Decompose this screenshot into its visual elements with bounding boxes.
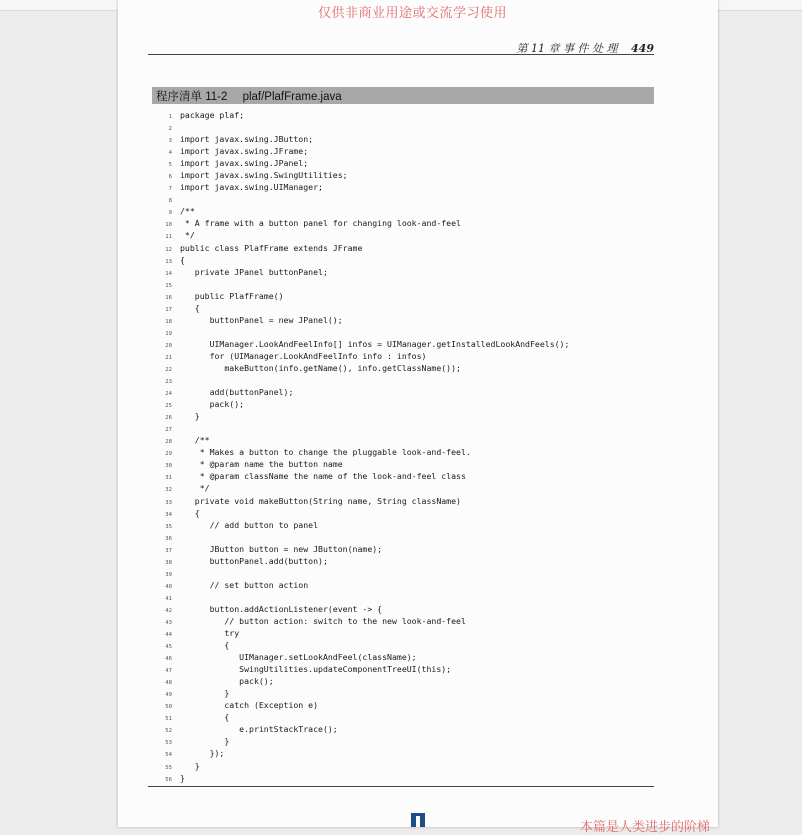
line-number: 54 [165,752,172,759]
code-text: } [180,688,230,699]
code-line [148,242,668,254]
line-number: 18 [165,318,172,325]
code-text: SwingUtilities.updateComponentTreeUI(this); [180,664,452,675]
code-text: { [180,254,185,265]
code-line [148,723,668,735]
code-line [148,145,668,157]
code-line [148,519,668,531]
code-text: */ [180,230,195,241]
watermark-top: 仅供非商业用途或交流学习使用 [318,6,508,21]
line-number: 9 [168,210,172,217]
code-text: public PlafFrame() [180,290,284,301]
code-line [148,109,668,121]
code-text: * @param name the button name [180,459,343,470]
line-number: 8 [168,198,172,205]
code-text: e.printStackTrace(); [180,724,338,735]
code-text: buttonPanel = new JPanel(); [180,314,343,325]
code-line [148,254,668,266]
code-line [148,278,668,290]
listing-title [156,88,342,104]
line-number: 49 [165,692,172,699]
book-logo-icon [411,813,425,827]
line-number: 31 [165,475,172,482]
line-number: 45 [165,644,172,651]
code-text: } [180,411,200,422]
code-text: // button action: switch to the new look-and-feel [180,615,466,626]
line-number: 44 [165,632,172,639]
line-number: 41 [165,595,172,602]
code-text: import javax.swing.UIManager; [180,182,323,193]
page-number: 449 [631,42,654,55]
code-text: add(buttonPanel); [180,387,294,398]
code-line [148,326,668,338]
line-number: 40 [165,583,172,590]
code-text: import javax.swing.JFrame; [180,146,309,157]
code-line [148,302,668,314]
code-line [148,362,668,374]
code-text: import javax.swing.JButton; [180,134,314,145]
code-text: for (UIManager.LookAndFeelInfo info : infos) [180,350,427,361]
line-number: 53 [165,740,172,747]
line-number: 52 [165,728,172,735]
code-line [148,229,668,241]
line-number: 23 [165,379,172,386]
watermark-bottom: 本篇是人类进步的阶梯 [580,820,711,835]
code-text: UIManager.setLookAndFeel(className); [180,652,417,663]
code-text: { [180,712,230,723]
line-number: 33 [165,499,172,506]
line-number: 4 [168,150,172,157]
code-text: private void makeButton(String name, String className) [180,495,461,506]
line-number: 37 [165,547,172,554]
code-line [148,615,668,627]
chapter-title: 第 11 章 事 件 处 理 [516,42,618,55]
line-number: 21 [165,354,172,361]
code-text: { [180,507,200,518]
line-number: 50 [165,704,172,711]
code-text: private JPanel buttonPanel; [180,266,328,277]
line-number: 17 [165,306,172,313]
line-number: 24 [165,391,172,398]
code-text: */ [180,483,210,494]
code-line [148,410,668,422]
code-line [148,181,668,193]
code-line [148,470,668,482]
code-text: /** [180,206,195,217]
line-number: 29 [165,451,172,458]
code-line [148,266,668,278]
code-text: * @param className the name of the look-and-feel class [180,471,466,482]
code-text: import javax.swing.SwingUtilities; [180,170,348,181]
listing-label: 程序清单 11-2 [156,91,228,103]
code-text: // add button to panel [180,519,319,530]
code-line [148,495,668,507]
line-number: 15 [165,282,172,289]
footer-rule [148,786,654,787]
line-number: 5 [168,162,172,169]
code-line [148,735,668,747]
line-number: 51 [165,716,172,723]
line-number: 42 [165,607,172,614]
code-line [148,627,668,639]
code-line [148,687,668,699]
line-number: 30 [165,463,172,470]
code-line [148,747,668,759]
line-number: 55 [165,764,172,771]
code-line [148,555,668,567]
code-line [148,314,668,326]
line-number: 14 [165,270,172,277]
code-text: buttonPanel.add(button); [180,555,328,566]
code-line [148,711,668,723]
code-line [148,639,668,651]
code-line [148,675,668,687]
code-text: } [180,772,185,783]
line-number: 2 [168,126,172,133]
code-line [148,482,668,494]
line-number: 43 [165,619,172,626]
line-number: 22 [165,366,172,373]
code-line [148,579,668,591]
code-line [148,157,668,169]
line-number: 39 [165,571,172,578]
code-text: makeButton(info.getName(), info.getClassName()); [180,362,461,373]
line-number: 56 [165,776,172,783]
code-text: }); [180,748,225,759]
code-line [148,350,668,362]
code-line [148,651,668,663]
line-number: 7 [168,186,172,193]
code-line [148,531,668,543]
header-rule [148,54,654,55]
code-text: * Makes a button to change the pluggable look-and-feel. [180,447,471,458]
code-line [148,374,668,386]
listing-filename: plaf/PlafFrame.java [242,91,342,103]
code-text: { [180,302,200,313]
line-number: 12 [165,246,172,253]
code-line [148,133,668,145]
line-number: 38 [165,559,172,566]
line-number: 10 [165,222,172,229]
code-text: JButton button = new JButton(name); [180,543,383,554]
line-number: 11 [165,234,172,241]
code-line [148,772,668,784]
code-line [148,446,668,458]
code-text: UIManager.LookAndFeelInfo[] infos = UIManager.getInstalledLookAndFeels(); [180,338,570,349]
code-line [148,338,668,350]
line-number: 20 [165,342,172,349]
code-text: package plaf; [180,110,245,120]
line-number: 32 [165,487,172,494]
line-number: 13 [165,258,172,265]
line-number: 35 [165,523,172,530]
line-number: 27 [165,427,172,434]
code-line [148,290,668,302]
code-line [148,205,668,217]
code-text: button.addActionListener(event -> { [180,603,383,614]
line-number: 1 [168,114,172,120]
code-line [148,169,668,181]
code-line [148,567,668,579]
code-text: { [180,640,230,651]
code-line [148,398,668,410]
code-line [148,760,668,772]
code-text: /** [180,435,210,446]
code-text: catch (Exception e) [180,700,319,711]
code-text: public class PlafFrame extends JFrame [180,242,363,253]
code-line [148,193,668,205]
code-line [148,217,668,229]
line-number: 48 [165,680,172,687]
line-number: 26 [165,415,172,422]
code-line [148,121,668,133]
line-number: 16 [165,294,172,301]
code-text: // set button action [180,579,309,590]
line-number: 36 [165,535,172,542]
code-text: try [180,628,240,639]
code-text: import javax.swing.JPanel; [180,158,309,169]
code-line [148,422,668,434]
code-line [148,603,668,615]
line-number: 28 [165,439,172,446]
code-line [148,663,668,675]
code-line [148,434,668,446]
code-text: } [180,760,200,771]
line-number: 3 [168,138,172,145]
code-line [148,699,668,711]
line-number: 34 [165,511,172,518]
line-number: 6 [168,174,172,181]
line-number: 46 [165,656,172,663]
code-text: pack(); [180,399,245,410]
code-line [148,507,668,519]
code-text: pack(); [180,676,274,687]
document-page [118,0,718,835]
code-listing [148,109,668,784]
line-number: 19 [165,330,172,337]
code-line [148,386,668,398]
line-number: 25 [165,403,172,410]
code-text: * A frame with a button panel for changing look-and-feel [180,218,461,229]
line-number: 47 [165,668,172,675]
code-line [148,543,668,555]
code-line [148,591,668,603]
code-line [148,458,668,470]
code-text: } [180,736,230,747]
